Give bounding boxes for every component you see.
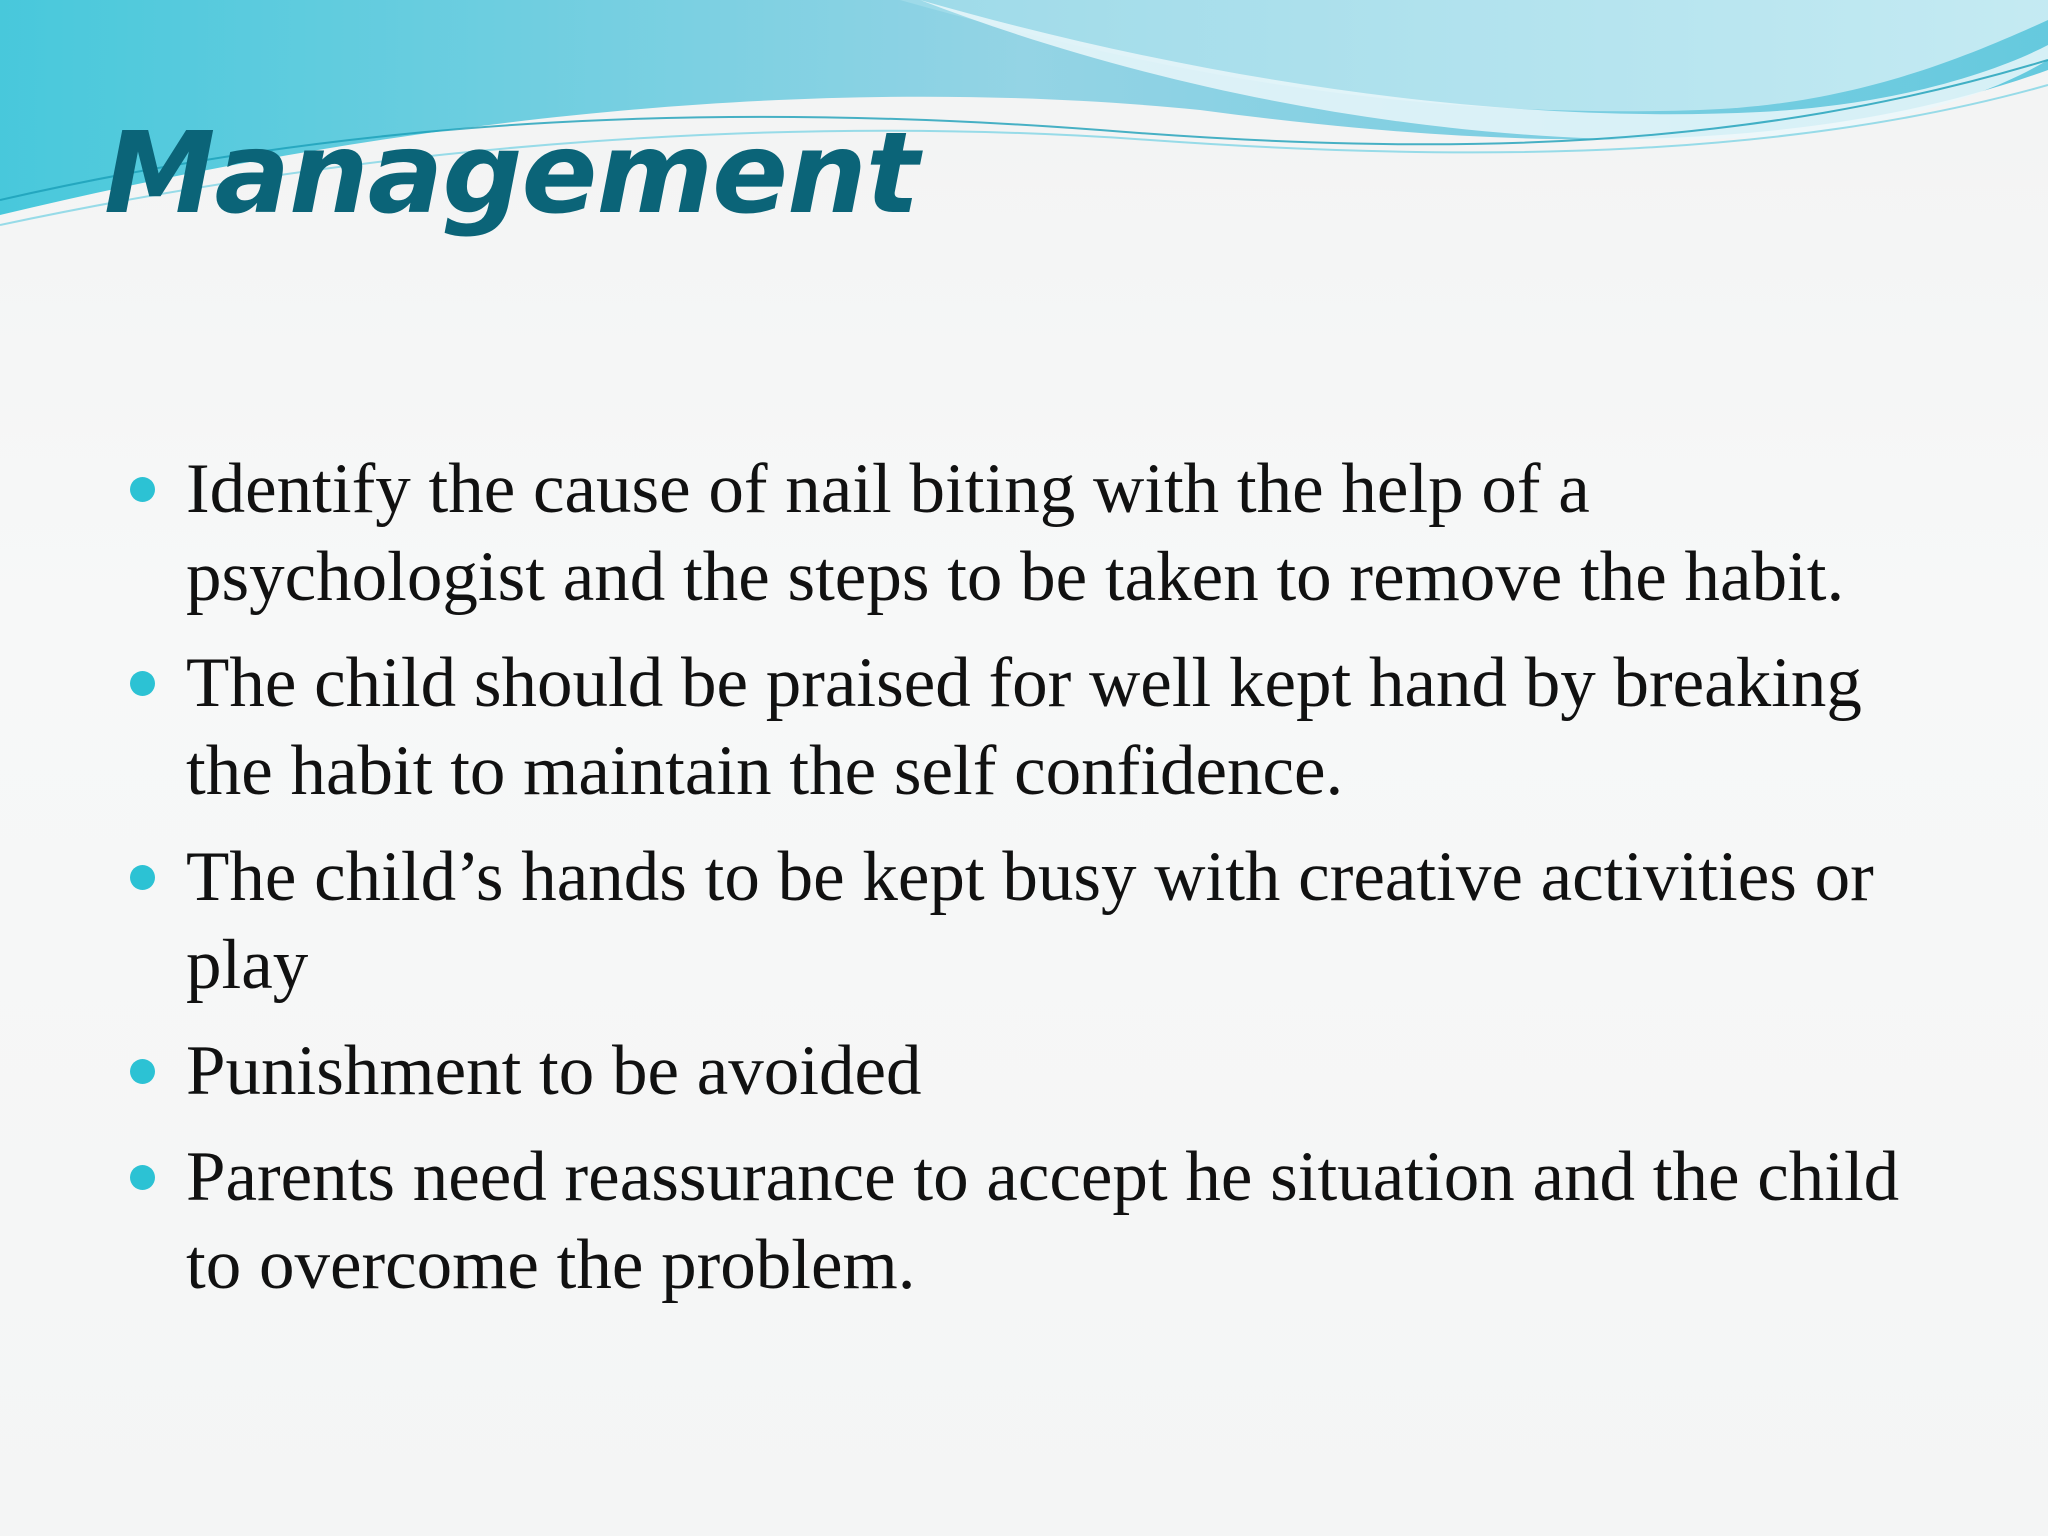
bullet-icon [130, 671, 155, 696]
bullet-item [130, 833, 1930, 1009]
bullet-item [130, 1027, 1930, 1115]
bullet-text: Parents need reassurance to accept he situation and the child to overcome the problem. [186, 1138, 1900, 1304]
bullet-item [130, 1133, 1930, 1309]
bullet-icon [130, 865, 155, 890]
bullet-icon [130, 1059, 155, 1084]
bullet-item [130, 445, 1930, 621]
bullet-icon [130, 1165, 155, 1190]
bullet-item [130, 639, 1930, 815]
bullet-list [130, 445, 1930, 1327]
bullet-icon [130, 477, 155, 502]
bullet-text: Punishment to be avoided [186, 1032, 922, 1110]
bullet-text: Identify the cause of nail biting with the help of a psychologist and the steps to be taken to remove the habit. [186, 450, 1845, 616]
slide-title: Management [104, 109, 919, 239]
bullet-text: The child should be praised for well kept hand by breaking the habit to maintain the self confidence. [186, 644, 1862, 810]
bullet-text: The child’s hands to be kept busy with creative activities or play [186, 838, 1874, 1004]
